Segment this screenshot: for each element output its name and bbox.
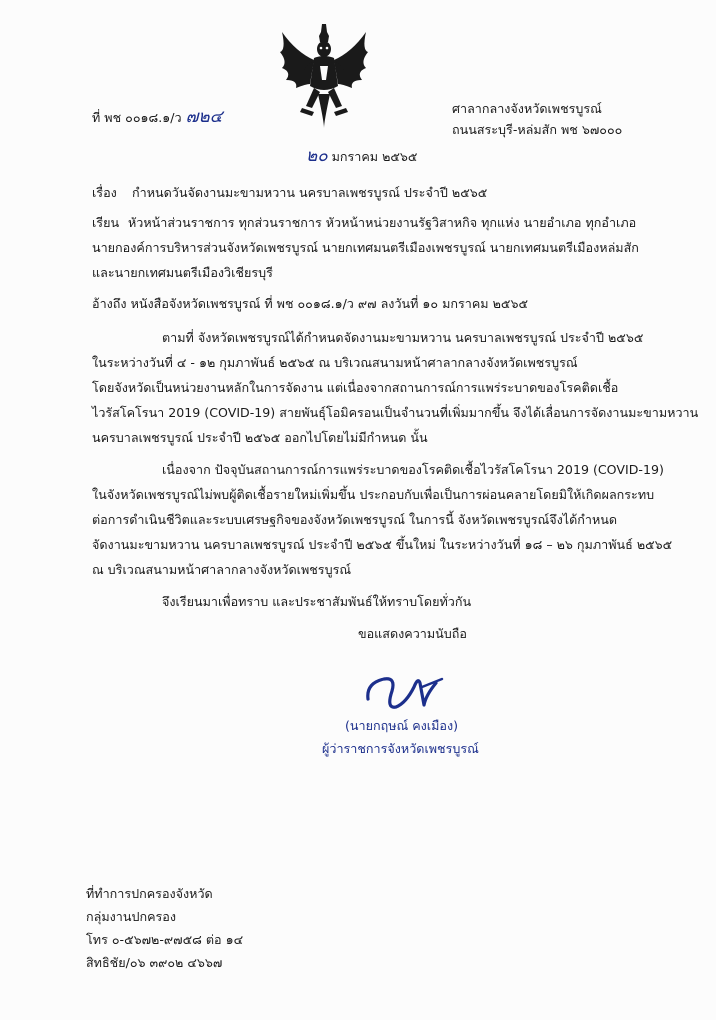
closing-request: จึงเรียนมาเพื่อทราบ และประชาสัมพันธ์ให้ทราบโดยทั่วกัน	[162, 594, 472, 609]
footer-phone: โทร ๐-๕๖๗๒-๙๗๕๘ ต่อ ๑๔	[86, 932, 244, 947]
paragraph-1-line: ตามที่ จังหวัดเพชรบูรณ์ได้กำหนดจัดงานมะขามหวาน นครบาลเพชรบูรณ์ ประจำปี ๒๕๖๕	[162, 330, 644, 345]
paragraph-1-line: นครบาลเพชรบูรณ์ ประจำปี ๒๕๖๕ ออกไปโดยไม่มีกำหนด นั้น	[92, 430, 428, 445]
paragraph-1-line: ในระหว่างวันที่ ๔ - ๑๒ กุมภาพันธ์ ๒๕๖๕ ณ บริเวณสนามหน้าศาลากลางจังหวัดเพชรบูรณ์	[92, 355, 578, 370]
recipient-line: หัวหน้าส่วนราชการ ทุกส่วนราชการ หัวหน้าหน่วยงานรัฐวิสาหกิจ ทุกแห่ง นายอำเภอ ทุกอำเภอ	[128, 215, 637, 230]
paragraph-2-line: ณ บริเวณสนามหน้าศาลากลางจังหวัดเพชรบูรณ์	[92, 562, 352, 577]
reference-number	[92, 108, 222, 127]
subject-label: เรื่อง	[92, 185, 117, 200]
office-name: ศาลากลางจังหวัดเพชรบูรณ์	[452, 101, 602, 116]
paragraph-1-line: ไวรัสโคโรนา 2019 (COVID-19) สายพันธุ์โอมิครอนเป็นจำนวนที่เพิ่มมากขึ้น จึงได้เลื่อนการจัดงานมะขามหวาน	[92, 405, 699, 420]
reference-text: หนังสือจังหวัดเพชรบูรณ์ ที่ พช ๐๐๑๘.๑/ว ๙๗ ลงวันที่ ๑๐ มกราคม ๒๕๖๕	[130, 296, 528, 311]
recipient-label: เรียน	[92, 215, 120, 230]
reference-line	[92, 295, 528, 313]
reference-label: อ้างถึง	[92, 296, 127, 311]
letter-date	[306, 147, 417, 166]
paragraph-2-line: ต่อการดำเนินชีวิตและระบบเศรษฐกิจของจังหวัดเพชรบูรณ์ ในการนี้ จังหวัดเพชรบูรณ์จึงได้กำหนด	[92, 512, 618, 527]
closing-regards: ขอแสดงความนับถือ	[358, 626, 467, 641]
recipient-line: และนายกเทศมนตรีเมืองวิเชียรบุรี	[92, 265, 273, 280]
garuda-emblem-icon	[276, 22, 372, 130]
recipient-line: นายกองค์การบริหารส่วนจังหวัดเพชรบูรณ์ นายกเทศมนตรีเมืองเพชรบูรณ์ นายกเทศมนตรีเมืองหล่มสัก	[92, 240, 639, 255]
footer-department: ที่ทำการปกครองจังหวัด	[86, 886, 213, 901]
subject-text: กำหนดวันจัดงานมะขามหวาน นครบาลเพชรบูรณ์ ประจำปี ๒๕๖๕	[132, 185, 488, 200]
signatory-name: (นายกฤษณ์ คงเมือง)	[345, 718, 459, 733]
paragraph-1-line: โดยจังหวัดเป็นหน่วยงานหลักในการจัดงาน แต่เนื่องจากสถานการณ์การแพร่ระบาดของโรคติดเชื้อ	[92, 380, 619, 395]
signatory-title: ผู้ว่าราชการจังหวัดเพชรบูรณ์	[322, 741, 479, 756]
date-day-handwritten: ๒๐	[306, 146, 328, 166]
subject-line	[92, 184, 487, 202]
footer-code: สิทธิชัย/๐๖ ๓๙๐๒ ๔๖๖๗	[86, 955, 223, 970]
paragraph-2-line: ในจังหวัดเพชรบูรณ์ไม่พบผู้ติดเชื้อรายใหม่เพิ่มขึ้น ประกอบกับเพื่อเป็นการผ่อนคลายโดยมิให้เกิดผลกระทบ	[92, 487, 655, 502]
paragraph-2-line: เนื่องจาก ปัจจุบันสถานการณ์การแพร่ระบาดของโรคติดเชื้อไวรัสโคโรนา 2019 (COVID-19)	[162, 462, 664, 477]
handwritten-signature	[362, 665, 462, 715]
paragraph-2-line: จัดงานมะขามหวาน นครบาลเพชรบูรณ์ ประจำปี ๒๕๖๕ ขึ้นใหม่ ในระหว่างวันที่ ๑๘ – ๒๖ กุมภาพันธ์ ๒๕๖๕	[92, 537, 673, 552]
reference-prefix: ที่ พช ๐๐๑๘.๑/ว	[92, 110, 182, 125]
reference-number-handwritten: ๗๒๔	[185, 107, 223, 127]
office-address: ถนนสระบุรี-หล่มสัก พช ๖๗๐๐๐	[452, 122, 623, 137]
date-month-year: มกราคม ๒๕๖๕	[331, 149, 418, 164]
footer-division: กลุ่มงานปกครอง	[86, 909, 176, 924]
